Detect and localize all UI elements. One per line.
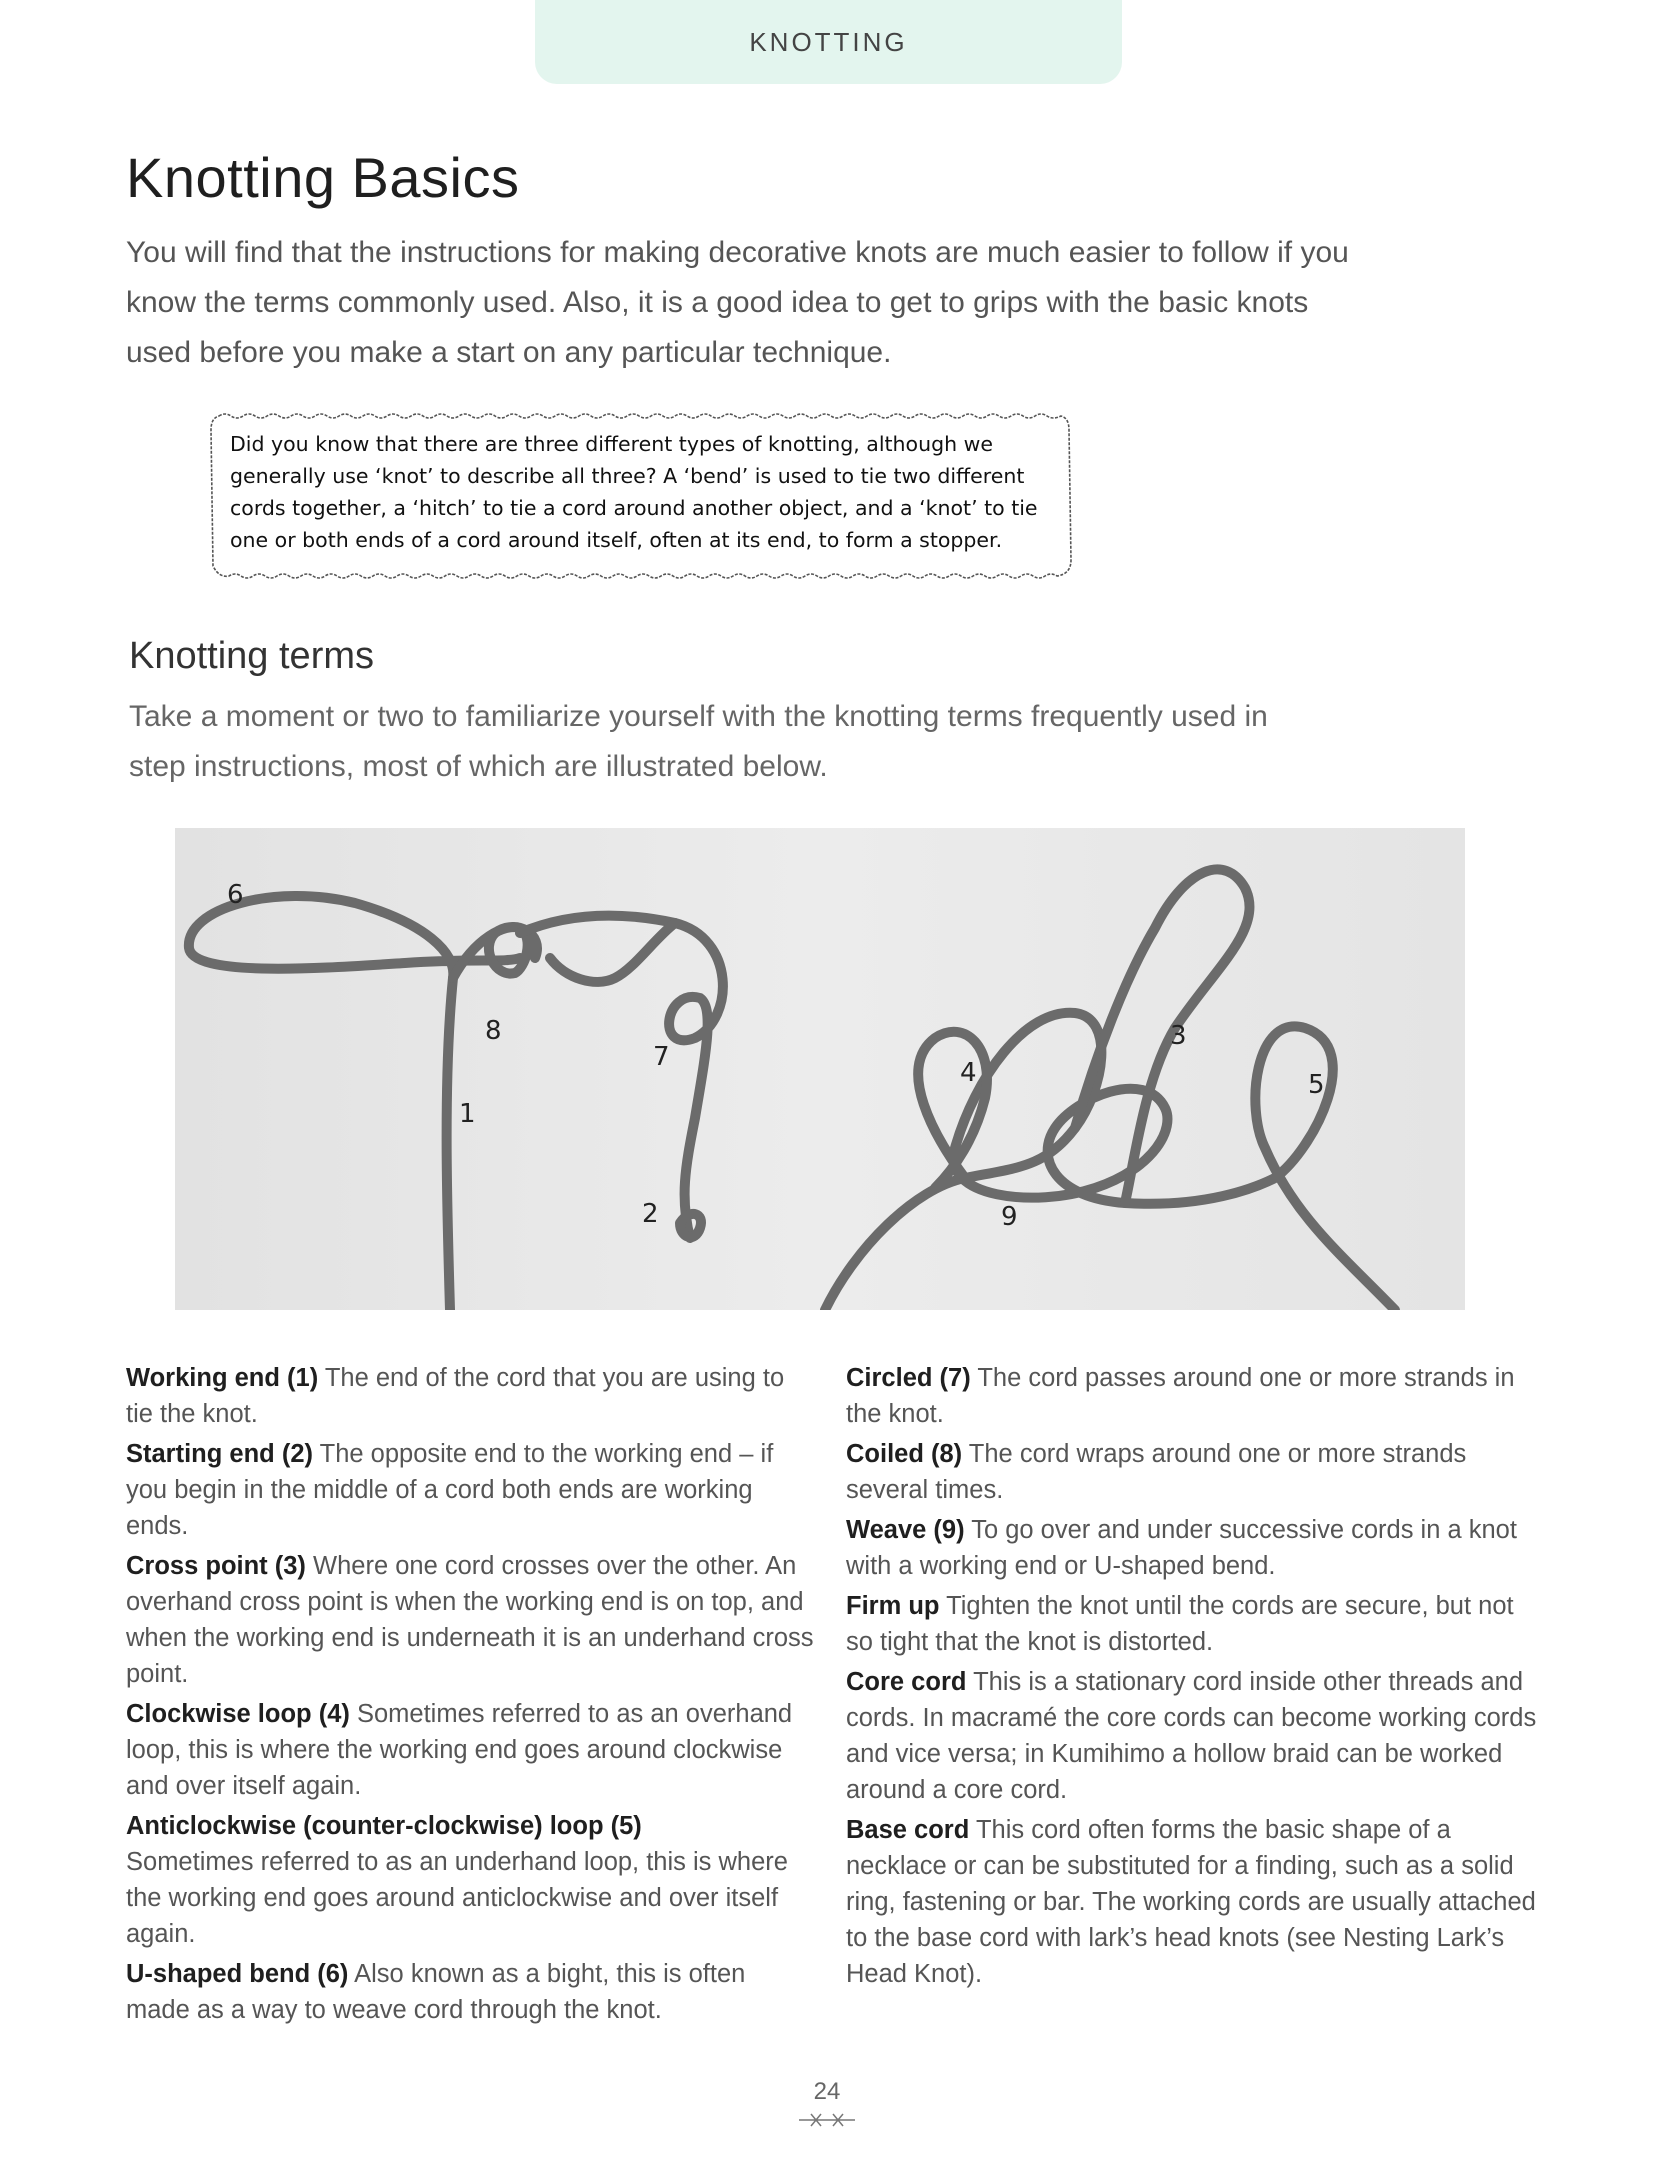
label-3: 3 (1170, 1021, 1187, 1051)
label-7: 7 (653, 1042, 670, 1072)
term-name: Cross point (3) (126, 1552, 306, 1580)
knot-photo (175, 828, 1465, 1310)
term-cross-point (126, 1548, 816, 1692)
chapter-tab (535, 0, 1122, 84)
intro-paragraph: You will find that the instructions for making decorative knots are much easier to follow if you know the terms commonly used. Also, it is a good idea to get to grips with the basic knots used before you make a start on any particular technique. (126, 236, 1349, 369)
term-definition: The end of the cord that you are using to tie the knot. (126, 1364, 785, 1428)
term-working-end (126, 1360, 816, 1432)
label-9: 9 (1001, 1202, 1018, 1232)
page-number: 24 (813, 2078, 841, 2105)
term-circled (846, 1360, 1546, 1432)
term-name: Working end (1) (126, 1364, 319, 1392)
label-4: 4 (960, 1058, 977, 1088)
label-2: 2 (642, 1199, 659, 1229)
term-name: Circled (7) (846, 1364, 971, 1392)
term-definition: Sometimes referred to as an underhand loop, this is where the working end goes around anticlockwise and over itself again. (126, 1848, 788, 1948)
term-coiled (846, 1436, 1546, 1508)
term-name: Coiled (8) (846, 1440, 963, 1468)
terms-column-left (126, 1360, 816, 2032)
term-name: Firm up (846, 1592, 940, 1620)
term-name: Weave (9) (846, 1516, 965, 1544)
page-title: Knotting Basics (126, 146, 520, 209)
term-u-shaped-bend (126, 1956, 816, 2028)
term-name: U-shaped bend (6) (126, 1960, 349, 1988)
term-definition: Tighten the knot until the cords are secure, but not so tight that the knot is distorted. (846, 1592, 1514, 1656)
term-definition: Where one cord crosses over the other. An overhand cross point is when the working end is on top, and when the working end is underneath it is an underhand cross point. (126, 1552, 814, 1688)
term-name: Clockwise loop (4) (126, 1700, 350, 1728)
chapter-label: KNOTTING (749, 26, 908, 57)
term-definition: To go over and under successive cords in a knot with a working end or U-shaped bend. (846, 1516, 1517, 1580)
term-definition: Sometimes referred to as an overhand loop, this is where the working end goes around clockwise and over itself again. (126, 1700, 793, 1800)
label-8: 8 (485, 1016, 502, 1046)
footer-ornament-icon (797, 2110, 857, 2130)
term-name: Anticlockwise (counter-clockwise) loop (5) (126, 1812, 642, 1840)
label-1: 1 (459, 1099, 476, 1129)
term-name: Starting end (2) (126, 1440, 314, 1468)
term-core-cord (846, 1664, 1546, 1808)
term-name: Base cord (846, 1816, 970, 1844)
knot-illustration (175, 828, 1465, 1310)
term-definition: The cord passes around one or more strands in the knot. (846, 1364, 1515, 1428)
term-definition: The cord wraps around one or more strands several times. (846, 1440, 1467, 1504)
tip-text: Did you know that there are three different types of knotting, although we generally use ‘knot’ to describe all three? A ‘bend’ is used to tie two different cords together, a ‘hitch’ to tie a cord around another object, and a ‘knot’ to tie one or both ends of a cord around itself, often at its end, to form a stopper. (230, 432, 1038, 552)
term-weave (846, 1512, 1546, 1584)
term-definition: This cord often forms the basic shape of a necklace or can be substituted for a finding, such as a solid ring, fastening or bar. The working cords are usually attached to the base cord with lark’s head knots (see Nesting Lark’s Head Knot). (846, 1816, 1536, 1988)
section-title: Knotting terms (129, 635, 374, 677)
term-definition: Also known as a bight, this is often made as a way to weave cord through the knot. (126, 1960, 746, 2024)
term-firm-up (846, 1588, 1546, 1660)
term-starting-end (126, 1436, 816, 1544)
terms-column-right (846, 1360, 1546, 1996)
term-name: Core cord (846, 1668, 967, 1696)
label-6: 6 (227, 880, 244, 910)
term-base-cord (846, 1812, 1546, 1992)
term-clockwise-loop (126, 1696, 816, 1804)
section-subtitle: Take a moment or two to familiarize yourself with the knotting terms frequently used in step instructions, most of which are illustrated below. (129, 700, 1268, 783)
label-5: 5 (1308, 1070, 1325, 1100)
term-definition: The opposite end to the working end – if you begin in the middle of a cord both ends are working ends. (126, 1440, 774, 1540)
photo-background (175, 828, 1465, 1310)
term-anticlockwise-loop (126, 1808, 816, 1952)
tip-box (205, 410, 1075, 582)
term-definition: This is a stationary cord inside other threads and cords. In macramé the core cords can become working cords and vice versa; in Kumihimo a hollow braid can be worked around a core cord. (846, 1668, 1537, 1804)
